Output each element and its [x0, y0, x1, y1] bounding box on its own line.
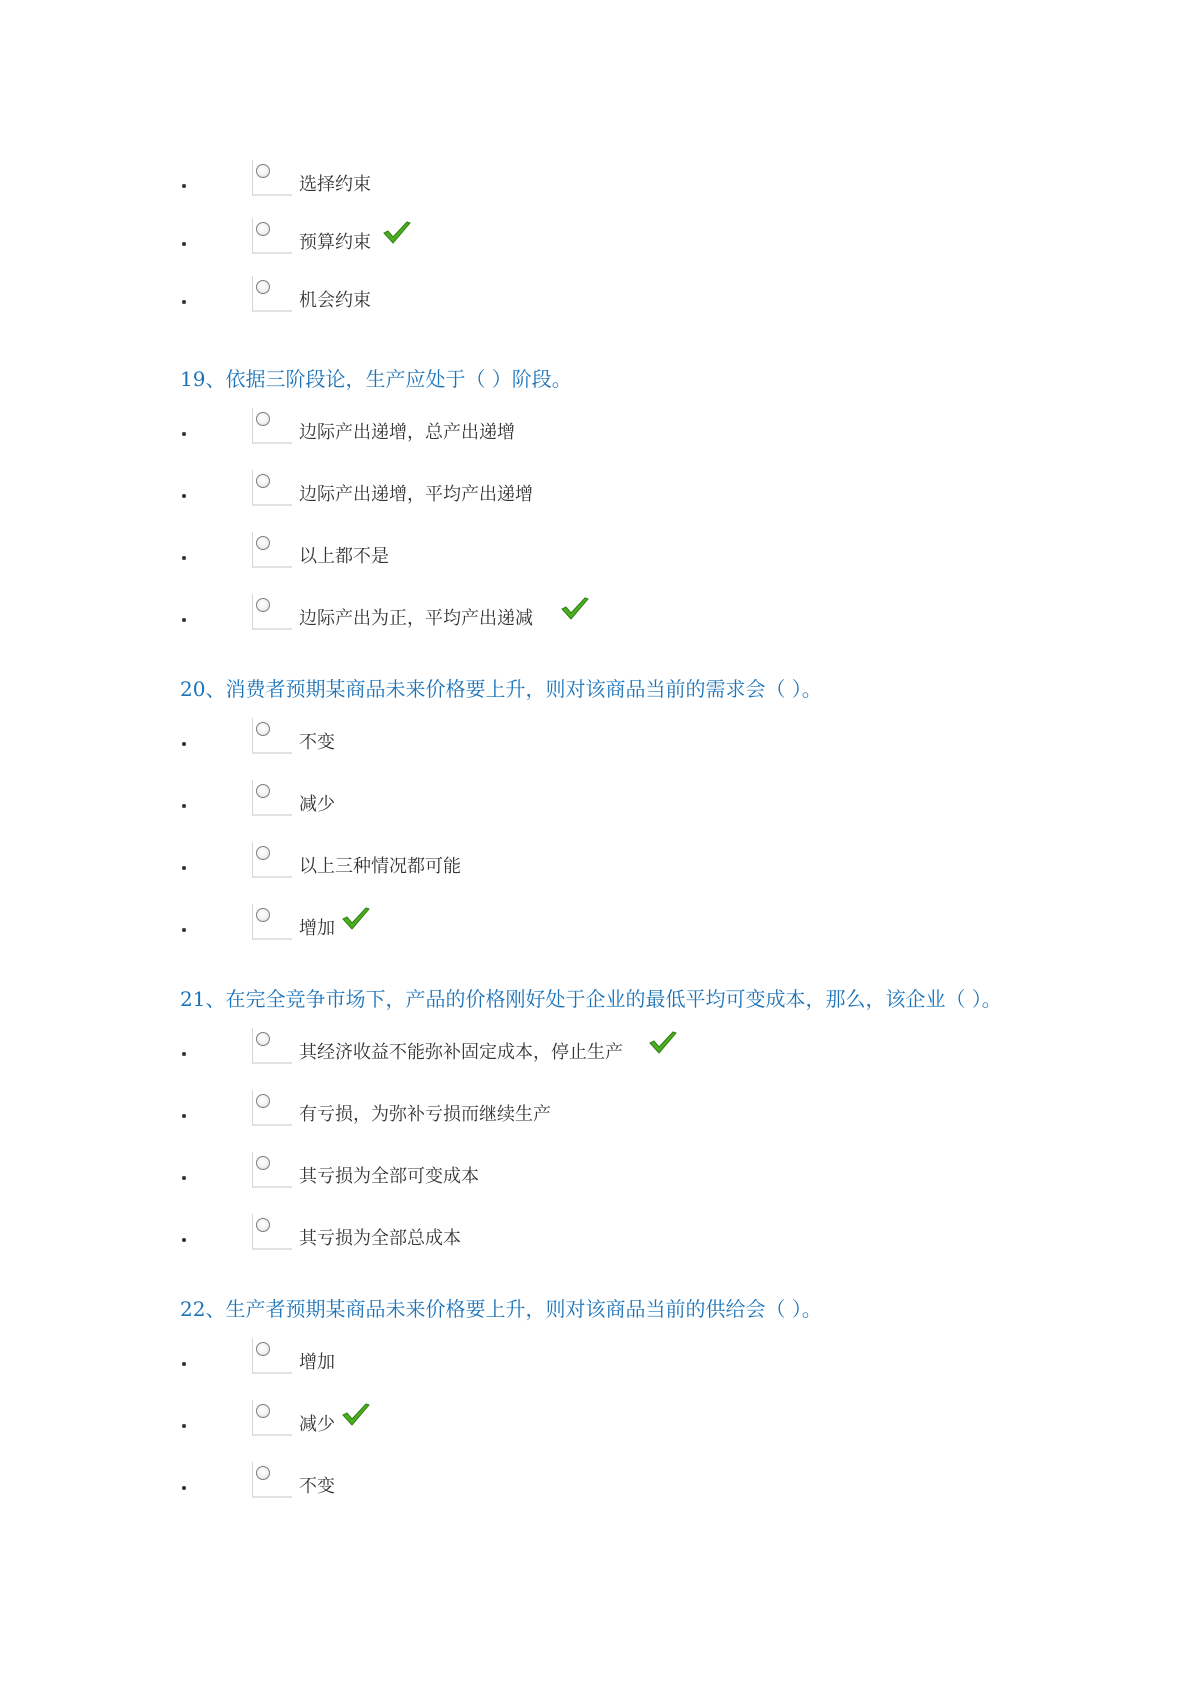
- question-title: 20、消费者预期某商品未来价格要上升，则对该商品当前的需求会（ ）。: [180, 677, 822, 701]
- option-label[interactable]: 增加: [299, 918, 335, 939]
- radio-cell: [252, 1400, 292, 1436]
- radio-cell: [252, 408, 292, 444]
- option-label[interactable]: 预算约束: [299, 232, 371, 253]
- question-title: 22、生产者预期某商品未来价格要上升，则对该商品当前的供给会（ ）。: [180, 1297, 822, 1321]
- option-label[interactable]: 不变: [299, 732, 335, 753]
- radio-button-icon[interactable]: [256, 846, 270, 860]
- radio-button-icon[interactable]: [256, 1156, 270, 1170]
- checkmark-icon: [648, 1030, 678, 1056]
- option-label[interactable]: 边际产出递增，总产出递增: [299, 422, 515, 443]
- bullet-dot: [182, 1176, 186, 1180]
- option-row: [0, 276, 1191, 316]
- radio-button-icon[interactable]: [256, 1342, 270, 1356]
- radio-cell: [252, 470, 292, 506]
- bullet-dot: [182, 1424, 186, 1428]
- bullet-dot: [182, 1486, 186, 1490]
- bullet-dot: [182, 1362, 186, 1366]
- radio-cell: [252, 276, 292, 312]
- radio-button-icon[interactable]: [256, 412, 270, 426]
- radio-cell: [252, 1214, 292, 1250]
- option-row: [0, 594, 1191, 634]
- checkmark-icon: [341, 906, 371, 932]
- radio-button-icon[interactable]: [256, 1404, 270, 1418]
- question-title: 19、依据三阶段论，生产应处于（ ）阶段。: [180, 367, 572, 391]
- radio-button-icon[interactable]: [256, 474, 270, 488]
- bullet-dot: [182, 184, 186, 188]
- option-label[interactable]: 减少: [299, 1414, 335, 1435]
- option-row: [0, 1462, 1191, 1502]
- option-row: [0, 1214, 1191, 1254]
- option-label[interactable]: 其亏损为全部总成本: [299, 1228, 461, 1249]
- radio-button-icon[interactable]: [256, 908, 270, 922]
- radio-cell: [252, 780, 292, 816]
- radio-button-icon[interactable]: [256, 722, 270, 736]
- radio-button-icon[interactable]: [256, 1466, 270, 1480]
- option-row: [0, 218, 1191, 258]
- radio-cell: [252, 160, 292, 196]
- checkmark-icon: [341, 1402, 371, 1428]
- radio-cell: [252, 1462, 292, 1498]
- option-row: [0, 1090, 1191, 1130]
- option-row: [0, 160, 1191, 200]
- option-label[interactable]: 边际产出为正，平均产出递减: [299, 608, 533, 629]
- radio-button-icon[interactable]: [256, 598, 270, 612]
- radio-cell: [252, 218, 292, 254]
- option-row: [0, 780, 1191, 820]
- option-row: [0, 1338, 1191, 1378]
- bullet-dot: [182, 494, 186, 498]
- option-label[interactable]: 机会约束: [299, 290, 371, 311]
- radio-cell: [252, 904, 292, 940]
- option-row: [0, 408, 1191, 448]
- bullet-dot: [182, 1238, 186, 1242]
- checkmark-icon: [382, 220, 412, 246]
- question-title: 21、在完全竞争市场下，产品的价格刚好处于企业的最低平均可变成本，那么，该企业（ ）。: [180, 987, 1002, 1011]
- radio-cell: [252, 1090, 292, 1126]
- radio-cell: [252, 1028, 292, 1064]
- option-row: [0, 470, 1191, 510]
- radio-button-icon[interactable]: [256, 784, 270, 798]
- bullet-dot: [182, 556, 186, 560]
- option-label[interactable]: 其亏损为全部可变成本: [299, 1166, 479, 1187]
- radio-button-icon[interactable]: [256, 1094, 270, 1108]
- radio-cell: [252, 594, 292, 630]
- option-label[interactable]: 其经济收益不能弥补固定成本，停止生产: [299, 1042, 623, 1063]
- bullet-dot: [182, 866, 186, 870]
- radio-cell: [252, 1152, 292, 1188]
- bullet-dot: [182, 432, 186, 436]
- radio-cell: [252, 1338, 292, 1374]
- bullet-dot: [182, 242, 186, 246]
- bullet-dot: [182, 804, 186, 808]
- radio-button-icon[interactable]: [256, 222, 270, 236]
- radio-button-icon[interactable]: [256, 1218, 270, 1232]
- radio-cell: [252, 842, 292, 878]
- option-row: [0, 1028, 1191, 1068]
- bullet-dot: [182, 928, 186, 932]
- option-row: [0, 718, 1191, 758]
- checkmark-icon: [560, 596, 590, 622]
- radio-button-icon[interactable]: [256, 280, 270, 294]
- option-label[interactable]: 减少: [299, 794, 335, 815]
- option-row: [0, 1400, 1191, 1440]
- bullet-dot: [182, 300, 186, 304]
- option-row: [0, 1152, 1191, 1192]
- bullet-dot: [182, 618, 186, 622]
- bullet-dot: [182, 742, 186, 746]
- radio-button-icon[interactable]: [256, 536, 270, 550]
- option-row: [0, 904, 1191, 944]
- option-label[interactable]: 有亏损，为弥补亏损而继续生产: [299, 1104, 551, 1125]
- bullet-dot: [182, 1052, 186, 1056]
- option-label[interactable]: 以上三种情况都可能: [299, 856, 461, 877]
- radio-button-icon[interactable]: [256, 164, 270, 178]
- option-row: [0, 842, 1191, 882]
- option-row: [0, 532, 1191, 572]
- option-label[interactable]: 边际产出递增，平均产出递增: [299, 484, 533, 505]
- bullet-dot: [182, 1114, 186, 1118]
- radio-cell: [252, 532, 292, 568]
- option-label[interactable]: 增加: [299, 1352, 335, 1373]
- radio-cell: [252, 718, 292, 754]
- option-label[interactable]: 选择约束: [299, 174, 371, 195]
- option-label[interactable]: 以上都不是: [299, 546, 389, 567]
- radio-button-icon[interactable]: [256, 1032, 270, 1046]
- option-label[interactable]: 不变: [299, 1476, 335, 1497]
